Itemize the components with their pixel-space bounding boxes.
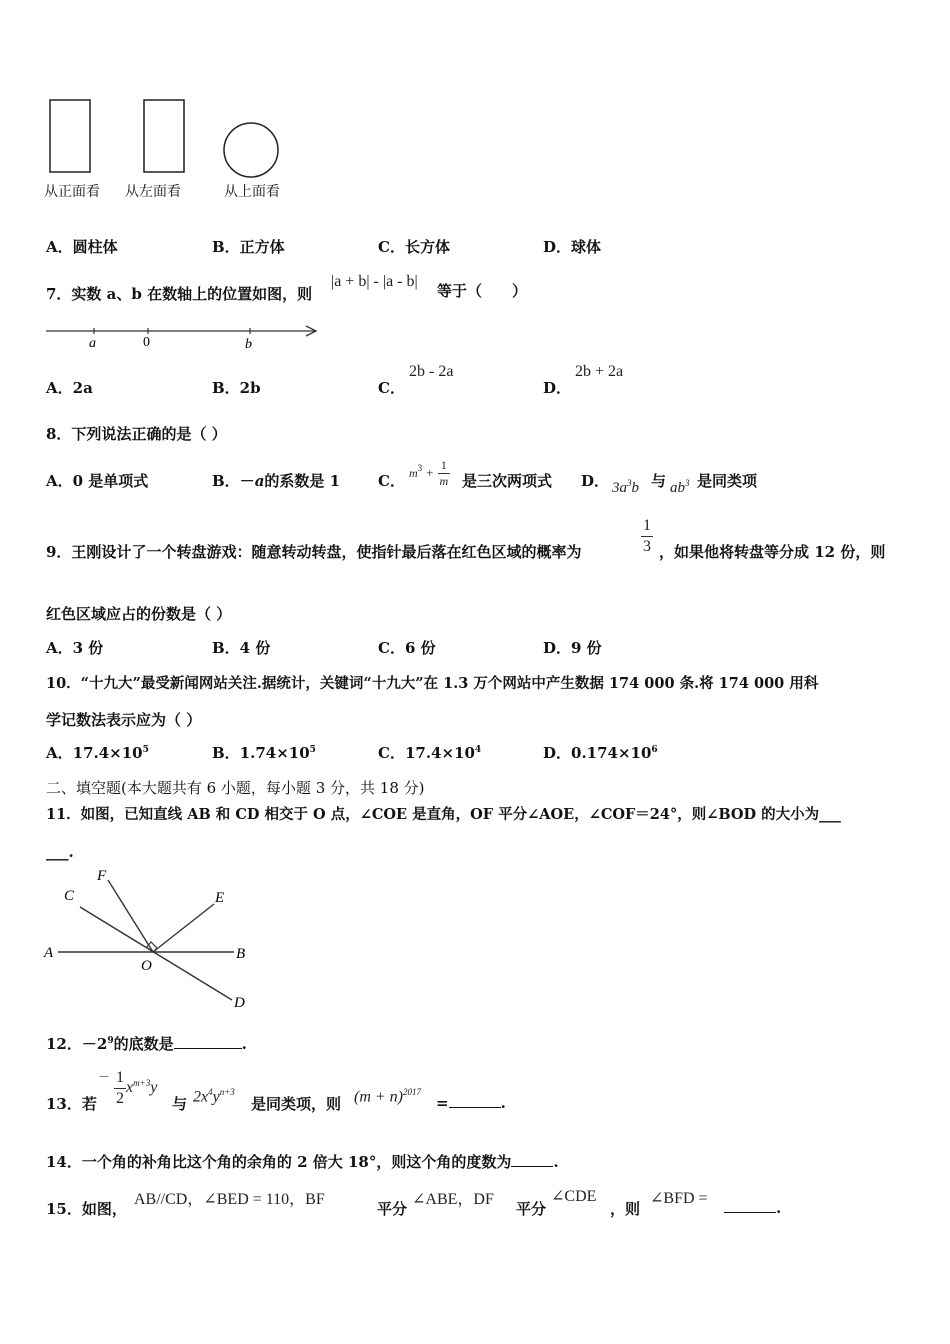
left-view-rect bbox=[144, 100, 184, 172]
angle-figure bbox=[38, 864, 268, 1014]
q7-option-d-expr: 2b + 2a bbox=[575, 363, 624, 380]
q9-fraction: $\frac{1}{3}$ bbox=[643, 517, 651, 555]
q7-stem-end: 等于（ ） bbox=[437, 282, 528, 300]
q13-post: 是同类项，则 bbox=[251, 1095, 342, 1113]
q7-expression: |a + b| - |a - b| bbox=[331, 273, 418, 290]
q13-term1: － $\frac{1}{2}$ $x^{m+3}y$ bbox=[98, 1069, 158, 1107]
q10-stem-line1: 10．“十九大”最受新闻网站关注.据统计，关键词“十九大”在 1.3 万个网站中产生数据 174 000 条.将 174 000 用科 bbox=[46, 675, 819, 692]
label-b: b bbox=[245, 337, 252, 352]
q11-stem-end: ___. bbox=[46, 843, 74, 861]
q9-stem-part1: 9．王刚设计了一个转盘游戏：随意转动转盘，使指针最后落在红色区域的概率为 bbox=[46, 543, 582, 561]
q7-option-a: A．2a bbox=[46, 379, 93, 397]
q8-option-a: A．0 是单项式 bbox=[46, 472, 149, 490]
q8-option-d-term2: $ab^3$ bbox=[670, 478, 690, 496]
q6-option-b: B．正方体 bbox=[212, 238, 285, 256]
label-0: 0 bbox=[143, 335, 150, 350]
q9-stem-part3: 红色区域应占的份数是（ ） bbox=[46, 605, 232, 623]
label-b: B bbox=[236, 946, 246, 962]
q15-word3: ，则 bbox=[610, 1200, 641, 1218]
q6-option-d: D．球体 bbox=[543, 238, 602, 256]
label-e: E bbox=[215, 890, 225, 906]
label-d: D bbox=[234, 995, 245, 1011]
q9-option-a: A．3 份 bbox=[46, 639, 104, 657]
view-label-left: 从左面看 bbox=[125, 184, 181, 200]
q12-text: 12．$-2^9$的底数是 . bbox=[46, 1035, 247, 1053]
q6-option-c: C．长方体 bbox=[378, 238, 450, 256]
q15-word2: 平分 bbox=[516, 1200, 547, 1218]
q8-option-d-mid: 与 bbox=[651, 472, 667, 490]
q12-answer-blank[interactable] bbox=[174, 1034, 242, 1049]
q15-expr2: ∠ABE，DF bbox=[412, 1191, 494, 1208]
number-line bbox=[40, 318, 330, 352]
q15-word1: 平分 bbox=[377, 1200, 408, 1218]
q10-option-c: C．$17.4\times 10^4$ bbox=[378, 744, 482, 762]
q8-option-d-term1: $3a^3b$ bbox=[612, 478, 639, 496]
top-view-circle bbox=[224, 123, 278, 177]
q13-answer-blank[interactable] bbox=[449, 1093, 501, 1108]
q8-option-c-expr: $m^3$ + $\frac{1}{m}$ bbox=[409, 458, 449, 488]
q10-option-b: B．$1.74\times 10^5$ bbox=[212, 744, 316, 762]
q15-answer: . bbox=[724, 1198, 781, 1217]
q14-answer-blank[interactable] bbox=[511, 1152, 553, 1167]
q11-stem: 11．如图，已知直线 AB 和 CD 相交于 O 点，∠COE 是直角，OF 平分∠AOE，∠COF＝24°，则∠BOD 的大小为___ bbox=[46, 806, 841, 823]
q13-answer: = . bbox=[436, 1094, 506, 1112]
q13-mid: 与 bbox=[172, 1095, 188, 1113]
ray-of bbox=[108, 880, 153, 952]
q15-prefix: 15．如图， bbox=[46, 1200, 127, 1218]
section-2-heading: 二、填空题(本大题共有 6 小题，每小题 3 分，共 18 分) bbox=[46, 779, 425, 797]
q10-option-a: A．$17.4\times 10^5$ bbox=[46, 744, 149, 762]
label-o: O bbox=[141, 958, 152, 974]
q7-option-c-letter: C． bbox=[378, 379, 405, 397]
front-view-rect bbox=[50, 100, 90, 172]
view-label-front: 从正面看 bbox=[44, 184, 100, 200]
q13-term2: $2x^4y^{n+3}$ bbox=[193, 1087, 235, 1106]
q8-stem: 8．下列说法正确的是（ ） bbox=[46, 425, 227, 443]
q7-option-c-expr: 2b - 2a bbox=[409, 363, 454, 380]
q7-stem: 7．实数 a、b 在数轴上的位置如图，则 bbox=[46, 285, 313, 303]
q8-option-d-letter: D． bbox=[581, 472, 610, 490]
q8-option-b: B．－a的系数是 1 bbox=[212, 472, 341, 490]
q13-power: $(m + n)^{2017}$ bbox=[354, 1087, 422, 1106]
label-f: F bbox=[97, 868, 107, 884]
q9-option-c: C．6 份 bbox=[378, 639, 436, 657]
label-c: C bbox=[64, 888, 75, 904]
q9-stem-part2: ，如果他将转盘等分成 12 份，则 bbox=[659, 543, 886, 561]
q8-option-c-text: 是三次两项式 bbox=[462, 472, 553, 490]
q9-option-d: D．9 份 bbox=[543, 639, 602, 657]
q8-option-d-text: 是同类项 bbox=[697, 472, 758, 490]
view-label-top: 从上面看 bbox=[224, 184, 280, 200]
q10-option-d: D．$0.174\times 10^6$ bbox=[543, 744, 658, 762]
q15-expr1: AB//CD，∠BED = 110，BF bbox=[134, 1191, 325, 1208]
q8-option-c-letter: C． bbox=[378, 472, 405, 490]
q10-stem-line2: 学记数法表示应为（ ） bbox=[46, 711, 202, 729]
label-a: a bbox=[89, 336, 96, 351]
ray-oe bbox=[153, 904, 214, 952]
q14-text: 14．一个角的补角比这个角的余角的 2 倍大 18°，则这个角的度数为 . bbox=[46, 1153, 559, 1171]
label-a: A bbox=[44, 945, 54, 961]
q6-option-a: A．圆柱体 bbox=[46, 238, 118, 256]
q7-option-d-letter: D． bbox=[543, 379, 572, 397]
q7-option-b: B．2b bbox=[212, 379, 261, 397]
q9-option-b: B．4 份 bbox=[212, 639, 271, 657]
q13-prefix: 13．若 bbox=[46, 1095, 97, 1113]
line-cd bbox=[80, 907, 232, 1000]
q15-expr4: ∠BFD = bbox=[650, 1190, 708, 1207]
q8-fraction: $\frac{1}{m}$ bbox=[439, 458, 449, 488]
q15-answer-blank[interactable] bbox=[724, 1198, 776, 1213]
q15-expr3: ∠CDE bbox=[551, 1188, 597, 1205]
